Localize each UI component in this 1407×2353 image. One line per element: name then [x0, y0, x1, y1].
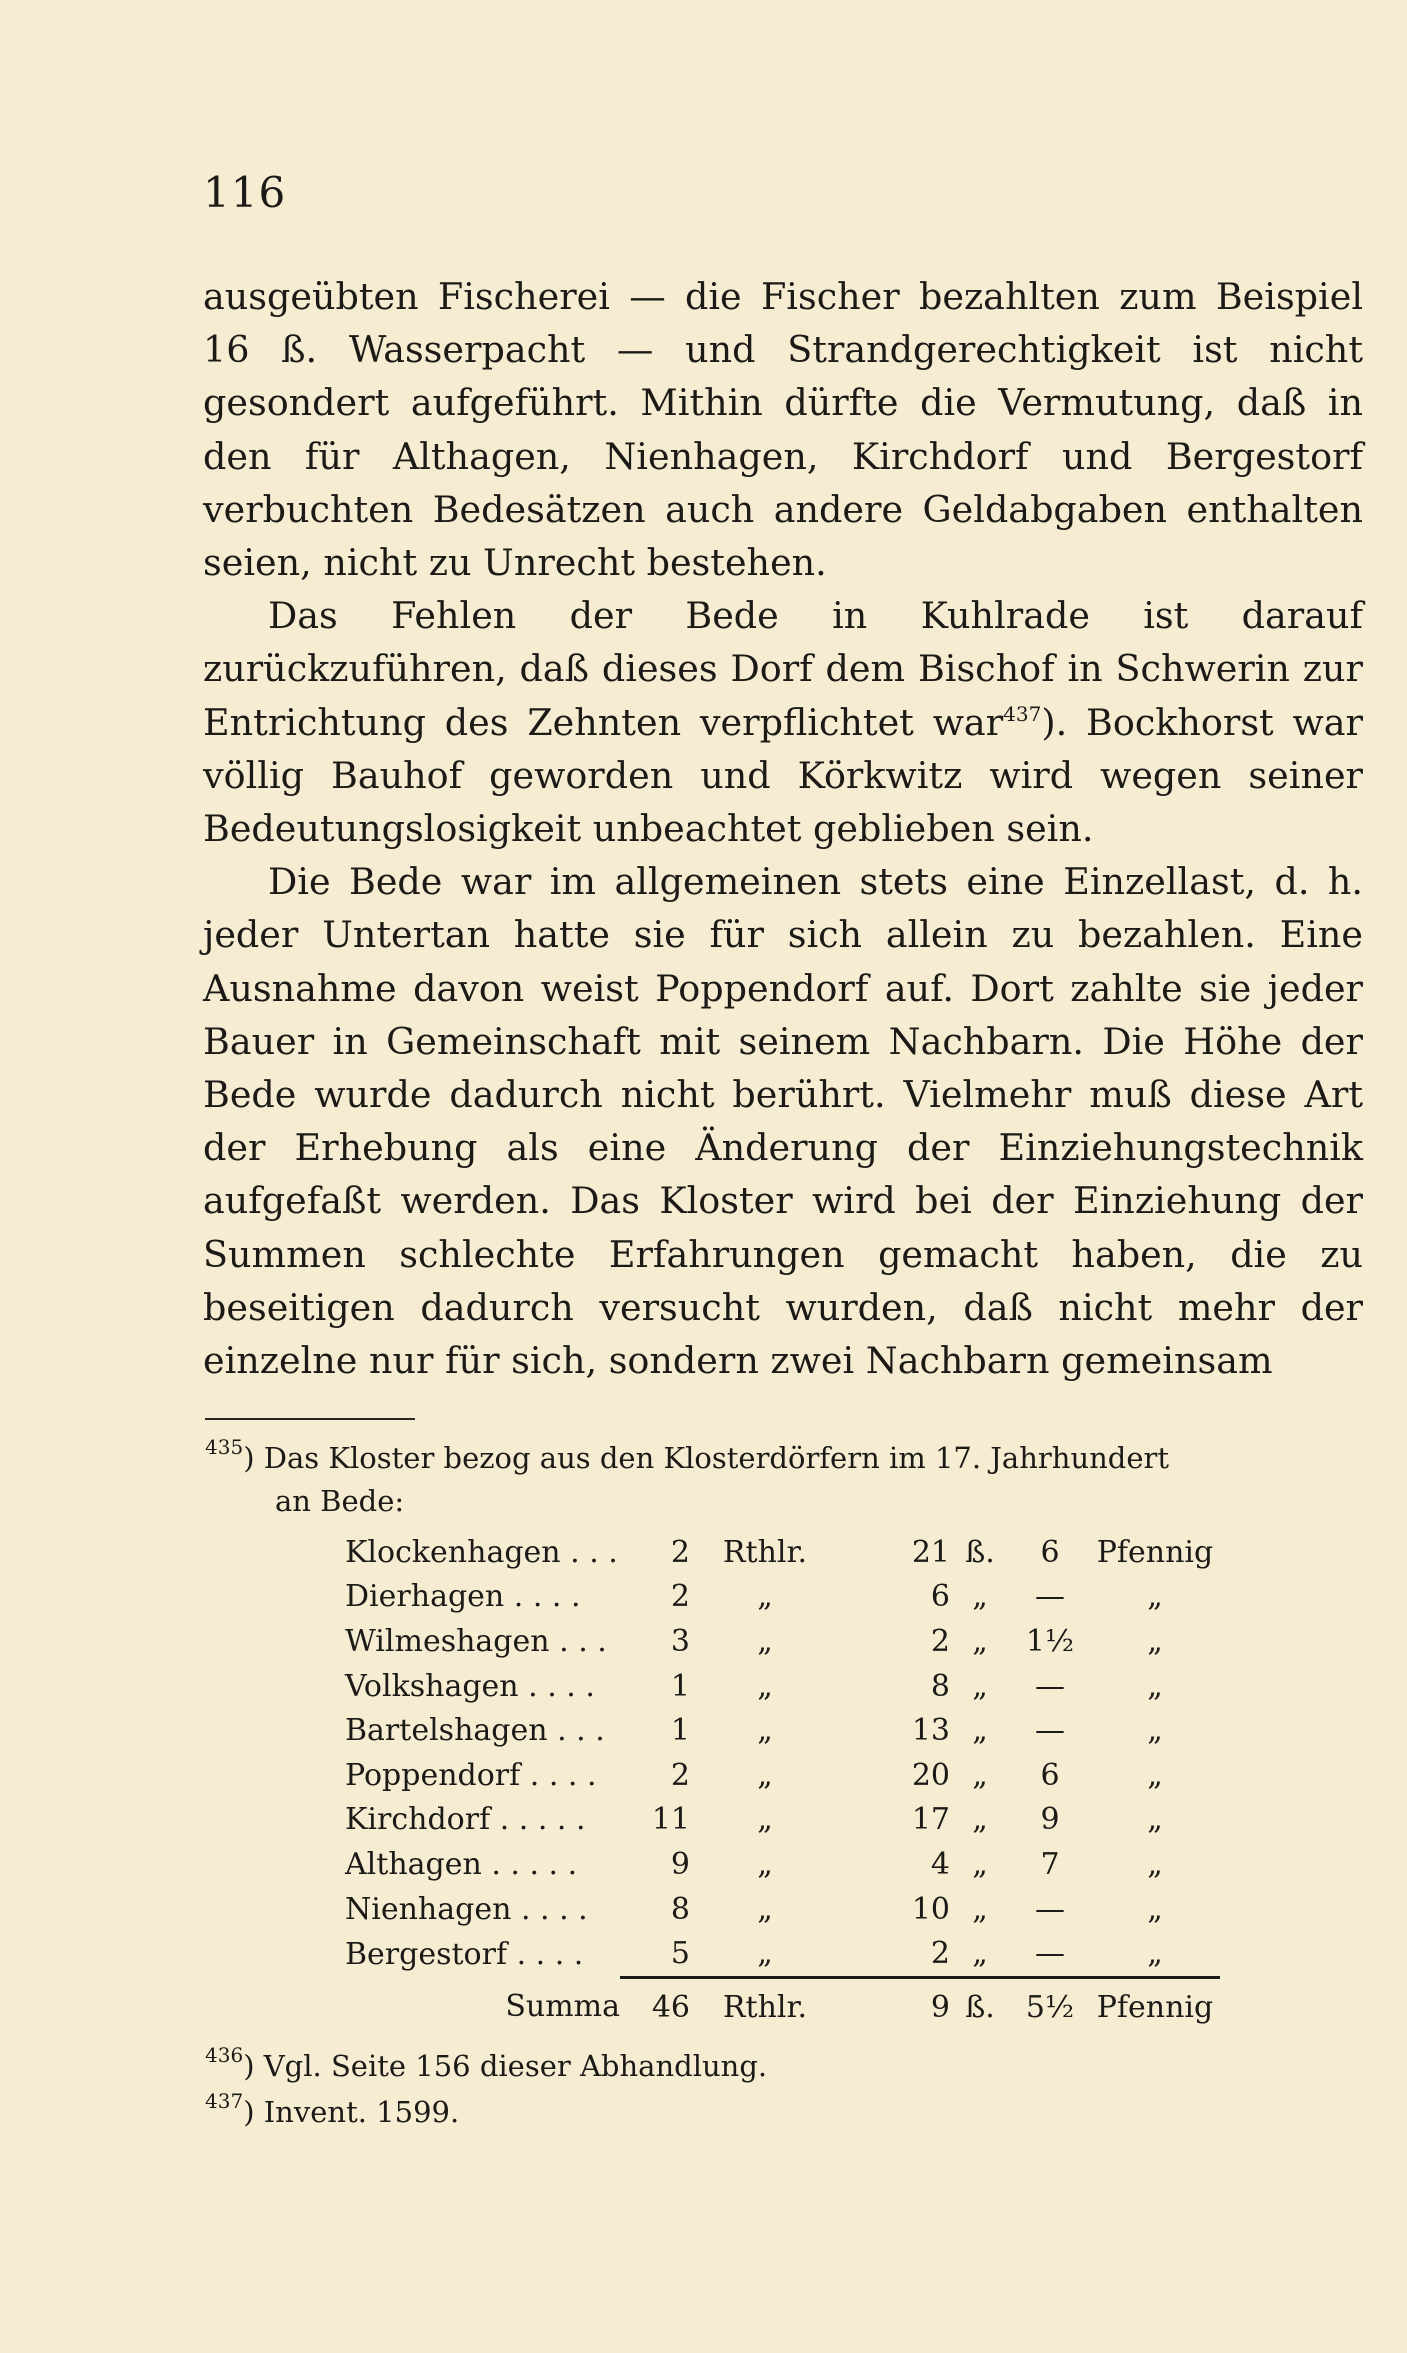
cell-rth: 1 [670, 1713, 690, 1749]
table-row [345, 1887, 1220, 1932]
cell-pf-u: „ [1147, 1579, 1163, 1615]
cell-sch: 4 [930, 1846, 950, 1882]
cell-rth: 2 [670, 1757, 690, 1793]
table-row [345, 1842, 1220, 1887]
cell-rth-u: „ [757, 1668, 773, 1704]
total-sch-u: ß. [965, 1989, 995, 2025]
cell-pf: — [1035, 1579, 1065, 1615]
cell-pf-u: „ [1147, 1846, 1163, 1882]
footnote-437 [205, 2091, 1365, 2134]
cell-sch: 2 [930, 1623, 950, 1659]
cell-village: Althagen . . . . . [345, 1846, 578, 1882]
cell-sch-u: „ [972, 1802, 988, 1838]
total-village: Summa [505, 1988, 620, 2024]
footnote-number: 436 [205, 2043, 244, 2067]
table-row [345, 1708, 1220, 1753]
cell-sch-u: „ [972, 1891, 988, 1927]
paragraph-2-text-cont: ). Bockhorst war völlig Bauhof geworden und Körkwitz wird wegen seiner Bedeutungslosigkeit unbeachtet geblieben sein. [203, 700, 1364, 851]
cell-village: Poppendorf . . . . [345, 1757, 597, 1793]
main-text [203, 270, 1363, 1387]
total-sch: 9 [930, 1989, 950, 2025]
cell-village: Wilmeshagen . . . [345, 1623, 607, 1659]
cell-rth-u: „ [757, 1713, 773, 1749]
cell-sch: 10 [911, 1891, 950, 1927]
cell-sch-u: ß. [965, 1534, 995, 1570]
cell-pf-u: „ [1147, 1802, 1163, 1838]
table-row [345, 1530, 1220, 1575]
cell-sch-u: „ [972, 1623, 988, 1659]
cell-pf-u: „ [1147, 1713, 1163, 1749]
cell-rth: 8 [670, 1891, 690, 1927]
footnote-ref-437: 437 [1003, 701, 1042, 726]
table-row [345, 1931, 1220, 1977]
cell-rth-u: Rthlr. [722, 1534, 808, 1570]
footnote-text: ) Das Kloster bezog aus den Klosterdörfern im 17. Jahrhundert [243, 1441, 1170, 1475]
paragraph-2 [203, 589, 1363, 855]
footnote-divider [205, 1418, 415, 1420]
cell-rth: 2 [670, 1579, 690, 1615]
total-pf: 5½ [1025, 1989, 1075, 2025]
footnote-number: 437 [205, 2089, 244, 2113]
cell-village: Bartelshagen . . . [345, 1713, 605, 1749]
page-number: 116 [203, 168, 287, 217]
cell-rth-u: „ [757, 1846, 773, 1882]
table-row [345, 1619, 1220, 1664]
footnote-number: 435 [205, 1435, 244, 1459]
cell-pf-u: Pfennig [1096, 1534, 1214, 1570]
footnote-435 [205, 1437, 1365, 1523]
footnote-436 [205, 2045, 1365, 2088]
footnote-text-cont: an Bede: [275, 1484, 405, 1518]
table-row [345, 1575, 1220, 1620]
cell-sch: 8 [930, 1668, 950, 1704]
cell-sch-u: „ [950, 1931, 1010, 1977]
footnote-text: ) Invent. 1599. [243, 2095, 460, 2129]
cell-rth-u: „ [757, 1579, 773, 1615]
cell-rth-u: „ [757, 1802, 773, 1838]
cell-pf-u: „ [1147, 1757, 1163, 1793]
cell-rth-u: „ [690, 1931, 840, 1977]
cell-village: Dierhagen . . . . [345, 1579, 581, 1615]
cell-pf: 9 [1040, 1802, 1060, 1838]
cell-pf: 6 [1040, 1534, 1060, 1570]
paragraph-2-text: Das Fehlen der Bede in Kuhlrade ist darauf zurückzuführen, daß dieses Dorf dem Bischof in Schwerin zur Entrichtung des Zehnten verpflichtet war [203, 594, 1363, 744]
cell-rth: 5 [620, 1931, 690, 1977]
cell-sch: 17 [911, 1802, 950, 1838]
cell-village: Klockenhagen . . . [345, 1534, 618, 1570]
cell-rth-u: „ [757, 1623, 773, 1659]
cell-village: Volkshagen . . . . [345, 1668, 595, 1704]
cell-pf-u: „ [1147, 1668, 1163, 1704]
cell-sch: 2 [840, 1931, 950, 1977]
cell-rth-u: „ [757, 1891, 773, 1927]
cell-pf: — [1035, 1713, 1065, 1749]
table-total-row [345, 1977, 1220, 2029]
cell-pf: — [1035, 1668, 1065, 1704]
cell-pf-u: „ [1090, 1931, 1220, 1977]
cell-rth: 9 [670, 1846, 690, 1882]
total-rth: 46 [651, 1989, 690, 2025]
cell-sch-u: „ [972, 1579, 988, 1615]
cell-rth-u: „ [757, 1757, 773, 1793]
bede-table [345, 1530, 1220, 2030]
cell-rth: 1 [670, 1668, 690, 1704]
cell-sch-u: „ [972, 1757, 988, 1793]
cell-rth: 2 [670, 1534, 690, 1570]
cell-pf-u: „ [1147, 1891, 1163, 1927]
cell-sch: 21 [911, 1534, 950, 1570]
cell-pf: 6 [1040, 1757, 1060, 1793]
cell-sch-u: „ [972, 1713, 988, 1749]
footnote-text: ) Vgl. Seite 156 dieser Abhandlung. [243, 2049, 768, 2083]
cell-pf: — [1010, 1931, 1090, 1977]
cell-sch: 20 [911, 1757, 950, 1793]
table-row [345, 1798, 1220, 1843]
total-pf-u: Pfennig [1096, 1989, 1214, 2025]
cell-sch: 13 [911, 1713, 950, 1749]
total-rth-u: Rthlr. [722, 1989, 808, 2025]
cell-village: Kirchdorf . . . . . [345, 1802, 586, 1838]
cell-rth: 11 [651, 1802, 690, 1838]
cell-pf: 7 [1040, 1846, 1060, 1882]
cell-sch: 6 [930, 1579, 950, 1615]
cell-pf: — [1035, 1891, 1065, 1927]
table-row [345, 1753, 1220, 1798]
paragraph-1: ausgeübten Fischerei — die Fischer bezahlten zum Beispiel 16 ß. Wasserpacht — und Strandgerechtigkeit ist nicht gesondert aufgeführt. Mithin dürfte die Vermutung, daß in den für Althagen, Nienhagen, Kirchdorf und Bergestorf verbuchten Bedesätzen auch andere Geldabgaben enthalten seien, nicht zu Unrecht bestehen. [203, 275, 1363, 585]
table-row [345, 1664, 1220, 1709]
paragraph-3: Die Bede war im allgemeinen stets eine Einzellast, d. h. jeder Untertan hatte sie für sich allein zu bezahlen. Eine Ausnahme davon weist Poppendorf auf. Dort zahlte sie jeder Bauer in Gemeinschaft mit seinem Nachbarn. Die Höhe der Bede wurde dadurch nicht berührt. Vielmehr muß diese Art der Erhebung als eine Änderung der Einziehungstechnik aufgefaßt werden. Das Kloster wird bei der Einziehung der Summen schlechte Erfahrungen gemacht haben, die zu beseitigen dadurch versucht wurden, daß nicht mehr der einzelne nur für sich, sondern zwei Nachbarn gemeinsam [203, 860, 1363, 1383]
cell-sch-u: „ [972, 1668, 988, 1704]
cell-sch-u: „ [972, 1846, 988, 1882]
cell-rth: 3 [670, 1623, 690, 1659]
cell-village: Nienhagen . . . . [345, 1891, 588, 1927]
cell-pf: 1½ [1025, 1623, 1075, 1659]
cell-pf-u: „ [1147, 1623, 1163, 1659]
cell-village: Bergestorf . . . . [345, 1936, 584, 1972]
